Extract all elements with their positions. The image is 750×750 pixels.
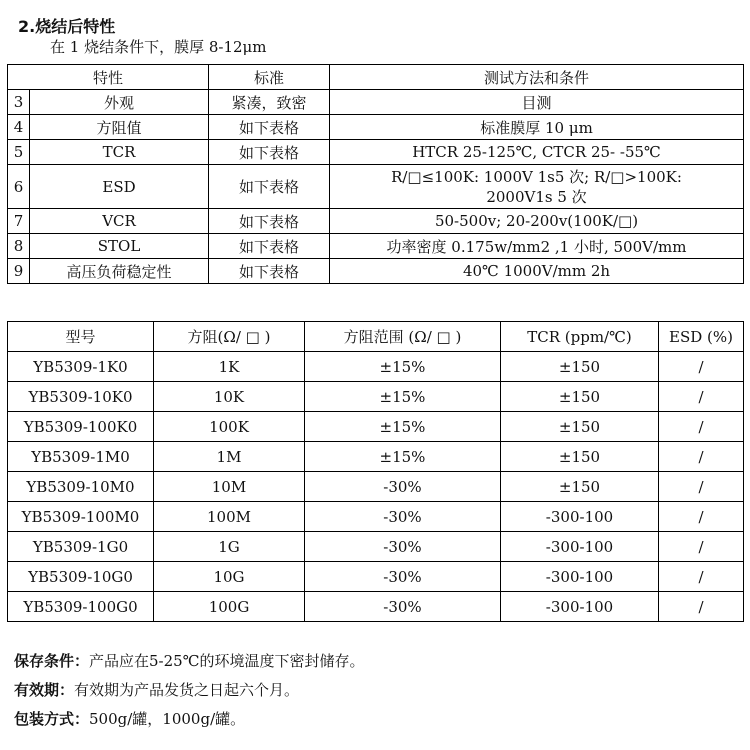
tcr-value: ±150 xyxy=(501,472,659,502)
storage-conditions xyxy=(14,650,365,671)
header-esd: ESD (%) xyxy=(659,322,744,352)
esd-value: / xyxy=(659,442,744,472)
resistance-range: -30% xyxy=(305,592,501,622)
model-code: YB5309-10M0 xyxy=(8,472,154,502)
model-code: YB5309-10K0 xyxy=(8,382,154,412)
property-method: 标准膜厚 10 μm xyxy=(330,115,744,140)
property-method: 40℃ 1000V/mm 2h xyxy=(330,259,744,284)
table-row xyxy=(8,412,744,442)
row-number: 9 xyxy=(8,259,30,284)
packaging xyxy=(14,708,245,729)
packaging-text: 500g/罐，1000g/罐。 xyxy=(89,710,246,728)
esd-value: / xyxy=(659,502,744,532)
property-name: TCR xyxy=(30,140,209,165)
table-row xyxy=(8,140,744,165)
sheet-resistance: 10K xyxy=(154,382,305,412)
tcr-value: -300-100 xyxy=(501,502,659,532)
model-code: YB5309-10G0 xyxy=(8,562,154,592)
sheet-resistance: 100G xyxy=(154,592,305,622)
row-number: 3 xyxy=(8,90,30,115)
tcr-value: -300-100 xyxy=(501,532,659,562)
packaging-label: 包装方式： xyxy=(14,710,90,728)
model-code: YB5309-1G0 xyxy=(8,532,154,562)
validity-label: 有效期： xyxy=(14,681,75,699)
resistance-range: ±15% xyxy=(305,382,501,412)
table-row xyxy=(8,472,744,502)
sheet-resistance: 1G xyxy=(154,532,305,562)
sheet-resistance: 100K xyxy=(154,412,305,442)
table-row xyxy=(8,234,744,259)
esd-value: / xyxy=(659,412,744,442)
table-row xyxy=(8,259,744,284)
property-standard: 如下表格 xyxy=(209,259,330,284)
sheet-resistance: 100M xyxy=(154,502,305,532)
sheet-resistance: 10M xyxy=(154,472,305,502)
property-standard: 如下表格 xyxy=(209,209,330,234)
row-number: 6 xyxy=(8,165,30,209)
header-standard: 标准 xyxy=(209,65,330,90)
tcr-value: ±150 xyxy=(501,412,659,442)
table-row xyxy=(8,209,744,234)
property-method: 功率密度 0.175w/mm2 ,1 小时, 500V/mm xyxy=(330,234,744,259)
tcr-value: ±150 xyxy=(501,442,659,472)
esd-value: / xyxy=(659,382,744,412)
resistance-range: -30% xyxy=(305,532,501,562)
table-row xyxy=(8,90,744,115)
property-name: 高压负荷稳定性 xyxy=(30,259,209,284)
properties-table xyxy=(7,64,744,284)
table-row xyxy=(8,165,744,209)
property-method: 目测 xyxy=(330,90,744,115)
property-name: VCR xyxy=(30,209,209,234)
method-line-2: 2000V1s 5 次 xyxy=(486,187,587,206)
header-tcr: TCR (ppm/℃) xyxy=(501,322,659,352)
property-name: ESD xyxy=(30,165,209,209)
property-standard: 如下表格 xyxy=(209,140,330,165)
validity-period xyxy=(14,679,299,700)
models-table xyxy=(7,321,744,622)
property-standard: 如下表格 xyxy=(209,115,330,140)
resistance-range: -30% xyxy=(305,562,501,592)
model-code: YB5309-100G0 xyxy=(8,592,154,622)
table-row xyxy=(8,592,744,622)
esd-value: / xyxy=(659,472,744,502)
table-row xyxy=(8,442,744,472)
validity-text: 有效期为产品发货之日起六个月。 xyxy=(74,681,300,699)
header-property: 特性 xyxy=(8,65,209,90)
tcr-value: -300-100 xyxy=(501,592,659,622)
property-standard: 紧凑，致密 xyxy=(209,90,330,115)
model-code: YB5309-100K0 xyxy=(8,412,154,442)
sheet-resistance: 10G xyxy=(154,562,305,592)
method-line-1: R/□≤100K: 1000V 1s5 次; R/□>100K: xyxy=(391,167,682,186)
property-method: HTCR 25-125℃, CTCR 25- -55℃ xyxy=(330,140,744,165)
resistance-range: ±15% xyxy=(305,352,501,382)
property-name: 方阻值 xyxy=(30,115,209,140)
properties-header-row xyxy=(8,65,744,90)
header-resistance: 方阻(Ω/ □ ) xyxy=(154,322,305,352)
tcr-value: ±150 xyxy=(501,382,659,412)
header-range: 方阻范围 (Ω/ □ ) xyxy=(305,322,501,352)
esd-value: / xyxy=(659,562,744,592)
row-number: 4 xyxy=(8,115,30,140)
tcr-value: ±150 xyxy=(501,352,659,382)
esd-value: / xyxy=(659,352,744,382)
esd-value: / xyxy=(659,532,744,562)
model-code: YB5309-1M0 xyxy=(8,442,154,472)
model-code: YB5309-100M0 xyxy=(8,502,154,532)
property-method xyxy=(330,165,744,209)
table-row xyxy=(8,115,744,140)
property-standard: 如下表格 xyxy=(209,234,330,259)
resistance-range: -30% xyxy=(305,472,501,502)
esd-value: / xyxy=(659,592,744,622)
resistance-range: ±15% xyxy=(305,412,501,442)
models-header-row xyxy=(8,322,744,352)
storage-text: 产品应在5-25℃的环境温度下密封储存。 xyxy=(89,652,365,670)
sheet-resistance: 1M xyxy=(154,442,305,472)
sheet-resistance: 1K xyxy=(154,352,305,382)
row-number: 5 xyxy=(8,140,30,165)
sintering-condition: 在 1 烧结条件下，膜厚 8-12μm xyxy=(50,38,267,56)
table-row xyxy=(8,352,744,382)
header-model: 型号 xyxy=(8,322,154,352)
table-row xyxy=(8,532,744,562)
header-method: 测试方法和条件 xyxy=(330,65,744,90)
table-row xyxy=(8,562,744,592)
property-standard: 如下表格 xyxy=(209,165,330,209)
table-row xyxy=(8,382,744,412)
resistance-range: ±15% xyxy=(305,442,501,472)
resistance-range: -30% xyxy=(305,502,501,532)
table-row xyxy=(8,502,744,532)
property-method: 50-500v; 20-200v(100K/□) xyxy=(330,209,744,234)
storage-label: 保存条件： xyxy=(14,652,90,670)
property-name: STOL xyxy=(30,234,209,259)
row-number: 8 xyxy=(8,234,30,259)
row-number: 7 xyxy=(8,209,30,234)
property-name: 外观 xyxy=(30,90,209,115)
section-heading: 2.烧结后特性 xyxy=(18,17,116,36)
tcr-value: -300-100 xyxy=(501,562,659,592)
model-code: YB5309-1K0 xyxy=(8,352,154,382)
